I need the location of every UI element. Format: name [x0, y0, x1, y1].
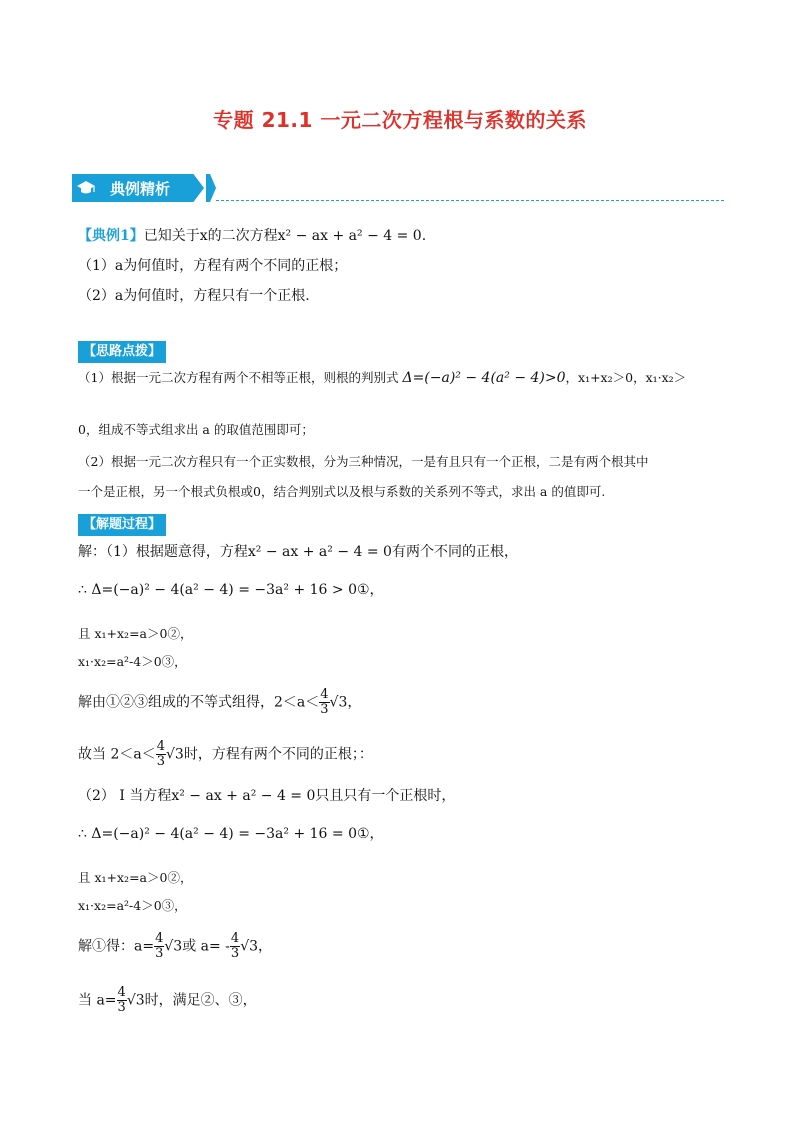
solution-line-1: 解：（1）根据题意得，方程x² − ax + a² − 4 = 0有两个不同的正根， — [78, 544, 518, 560]
fraction-numerator: 4 — [117, 985, 126, 1000]
solution-l5a: 解由①②③组成的不等式组得，2＜a＜ — [78, 694, 320, 711]
solution-l12a: 当 a= — [78, 992, 117, 1009]
hint-label-row — [78, 341, 166, 363]
solution-line-2: ∴ Δ=(−a)² − 4(a² − 4) = −3a² + 16 > 0①， — [78, 582, 384, 598]
example-stem — [78, 226, 426, 246]
fraction-numerator: 4 — [230, 931, 240, 946]
solution-l11c: √3， — [240, 938, 273, 955]
solution-line-10: x₁·x₂=a²-4＞0③， — [78, 898, 187, 913]
hint-p1a: （1）根据一元二次方程有两个不相等正根，则根的判别式 — [78, 370, 399, 385]
fraction-4-3 — [319, 688, 329, 717]
hint-line-3: （2）根据一元二次方程只有一个正实数根，分为三种情况，一是有且只有一个正根，二是有两个根其中 — [78, 454, 649, 469]
fraction-numerator: 4 — [320, 687, 329, 702]
hint-p1c: ，x₁+x₂＞0，x₁·x₂＞ — [565, 370, 687, 385]
solution-line-3: 且 x₁+x₂=a＞0②， — [78, 626, 193, 641]
fraction-4-3 — [230, 932, 240, 961]
example-stem-text: 已知关于x的二次方程x² − ax + a² − 4 = 0. — [143, 228, 427, 244]
fraction-numerator: 4 — [155, 931, 164, 946]
solution-line-5 — [78, 688, 361, 717]
fraction-denominator: 3 — [117, 1000, 126, 1015]
fraction-denominator: 3 — [156, 754, 165, 769]
question-2: （2）a为何值时，方程只有一个正根. — [78, 288, 310, 304]
solution-l12b: √3时，满足②、③， — [126, 992, 257, 1009]
solution-l6a: 故当 2＜a＜ — [78, 746, 156, 763]
fraction-4-3 — [117, 986, 127, 1015]
fraction-numerator: 4 — [156, 739, 165, 754]
hint-label: 【思路点拨】 — [78, 341, 166, 363]
fraction-denominator: 3 — [230, 946, 240, 961]
banner-label: 典例精析 — [110, 180, 171, 198]
solution-label-row — [78, 514, 166, 536]
solution-l5b: √3， — [329, 694, 362, 711]
graduation-cap-icon — [76, 178, 96, 198]
hint-line-4: 一个是正根，另一个根式负根或0，结合判别式以及根与系数的关系列不等式，求出 a 的值即可. — [78, 484, 606, 499]
solution-line-8: ∴ Δ=(−a)² − 4(a² − 4) = −3a² + 16 = 0①， — [78, 826, 384, 842]
banner-divider — [216, 200, 724, 201]
solution-l11a: 解①得：a= — [78, 938, 155, 955]
page-title: 专题 21.1 一元二次方程根与系数的关系 — [213, 108, 587, 132]
example-tag: 【典例1】 — [78, 228, 144, 244]
solution-l6b: √3时，方程有两个不同的正根；： — [166, 746, 373, 763]
solution-line-6 — [78, 740, 373, 769]
solution-line-11 — [78, 932, 272, 961]
fraction-4-3 — [156, 740, 166, 769]
question-1: （1）a为何值时，方程有两个不同的正根； — [78, 258, 348, 274]
solution-line-4: x₁·x₂=a²-4＞0③， — [78, 654, 187, 669]
fraction-denominator: 3 — [320, 702, 329, 717]
solution-label: 【解题过程】 — [78, 514, 166, 536]
hint-line-1 — [78, 368, 686, 388]
fraction-denominator: 3 — [155, 946, 164, 961]
solution-line-9: 且 x₁+x₂=a＞0②， — [78, 870, 193, 885]
solution-l11b: √3或 a= - — [164, 938, 230, 955]
solution-line-7: （2） I 当方程x² − ax + a² − 4 = 0只且只有一个正根时， — [78, 788, 456, 804]
fraction-4-3 — [154, 932, 164, 961]
hint-line-2: 0，组成不等式组求出 a 的取值范围即可； — [78, 422, 314, 437]
solution-line-12 — [78, 986, 257, 1015]
hint-discriminant: Δ=(−a)² − 4(a² − 4)>0 — [402, 370, 566, 386]
banner-chevron — [206, 174, 216, 202]
